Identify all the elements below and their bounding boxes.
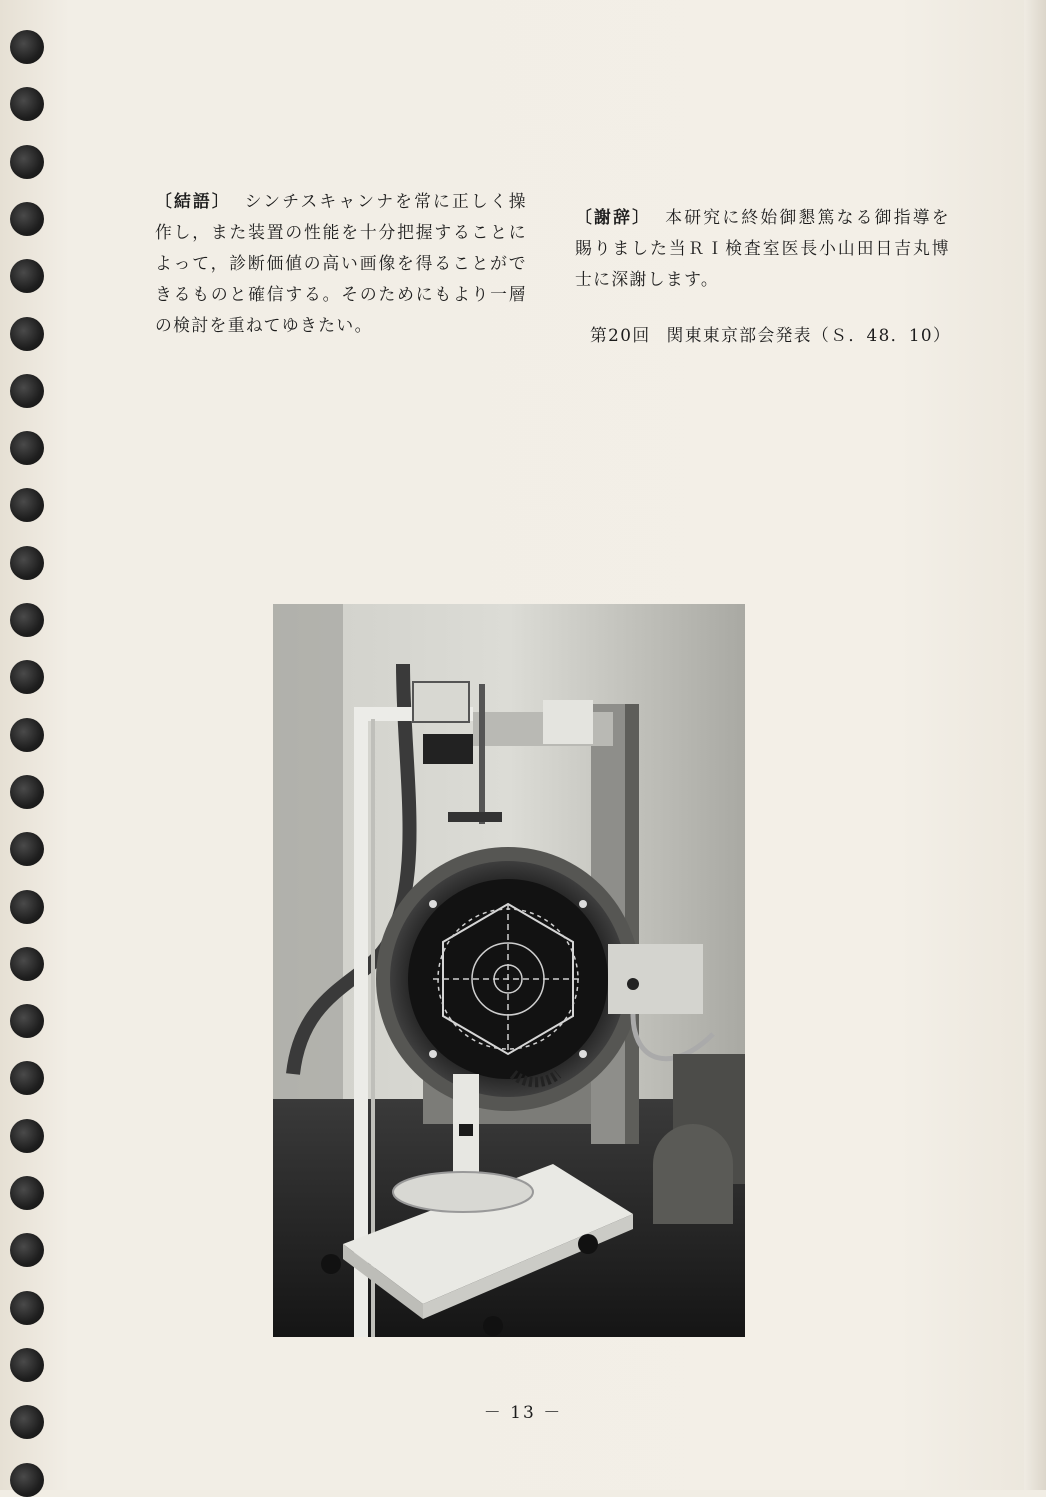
acknowledgment-section — [575, 202, 950, 295]
binding-hole — [10, 488, 44, 522]
scintiscanner-photo — [273, 604, 745, 1337]
page-edge-shadow — [1024, 0, 1046, 1490]
binding-hole — [10, 1004, 44, 1038]
binding-hole — [10, 145, 44, 179]
binding-hole — [10, 660, 44, 694]
binding-hole — [10, 546, 44, 580]
binding-hole — [10, 30, 44, 64]
binding-hole — [10, 1119, 44, 1153]
binding-hole — [10, 603, 44, 637]
conclusion-body: シンチスキャンナを常に正しく操作し，また装置の性能を十分把握することによって，診断価値の高い画像を得ることができるものと確信する。そのためにもより一層の検討を重ねてゆきたい。 — [155, 191, 527, 335]
binding-hole — [10, 890, 44, 924]
binding-hole — [10, 202, 44, 236]
binding-hole — [10, 1348, 44, 1382]
binding-hole — [10, 775, 44, 809]
conclusion-heading: 〔結語〕 — [155, 191, 231, 211]
binding-hole — [10, 832, 44, 866]
binding-hole — [10, 947, 44, 981]
binding-hole — [10, 431, 44, 465]
binding-hole — [10, 1291, 44, 1325]
page-number: － 13 － — [483, 1403, 563, 1423]
presentation-text: 関東東京部会発表（Ｓ．48．10） — [666, 325, 952, 345]
acknowledgment-heading: 〔謝辞〕 — [575, 207, 652, 227]
binding-hole — [10, 1061, 44, 1095]
binding-ring-holes — [10, 30, 50, 1470]
binding-hole — [10, 1176, 44, 1210]
conclusion-paragraph — [155, 186, 527, 341]
acknowledgment-paragraph — [575, 202, 950, 295]
binding-hole — [10, 87, 44, 121]
presentation-label: 第20回 — [590, 325, 651, 345]
scanner-illustration — [273, 604, 745, 1337]
binding-hole — [10, 259, 44, 293]
presentation-note — [590, 322, 951, 346]
acknowledgment-body: 本研究に終始御懇篤なる御指導を賜りました当ＲＩ検査室医長小山田日吉丸博士に深謝します。 — [575, 207, 950, 289]
binding-hole — [10, 718, 44, 752]
binding-hole — [10, 1463, 44, 1497]
binding-hole — [10, 317, 44, 351]
binding-hole — [10, 374, 44, 408]
conclusion-section — [155, 186, 527, 341]
binding-hole — [10, 1233, 44, 1267]
